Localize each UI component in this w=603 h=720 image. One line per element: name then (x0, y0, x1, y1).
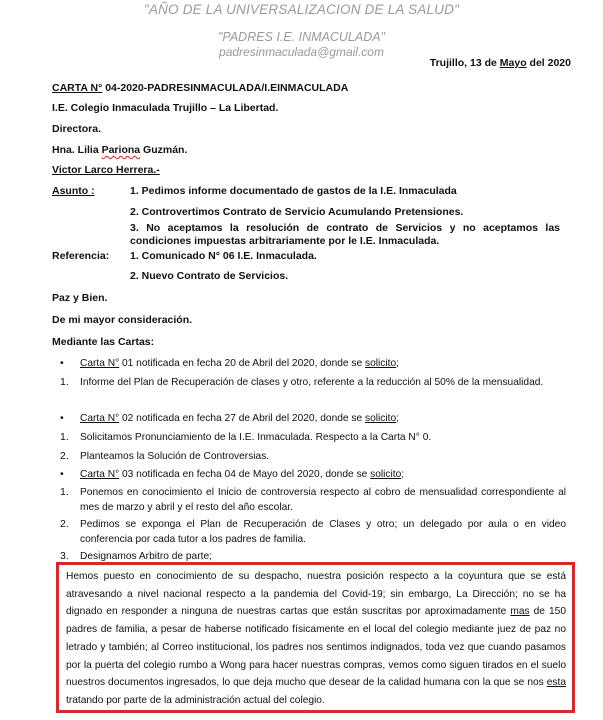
letter-date (430, 57, 571, 69)
carta-end: ; (396, 413, 399, 424)
carta-link: Carta N° (80, 469, 120, 480)
asunto-item-3: 3. No aceptamos la resolución de contrato de Servicios y no aceptamos las condiciones impuestas arbitrariamente por le I.E. Inmaculada. (130, 222, 560, 247)
recipient-name-a: Hna. Lilia (52, 144, 102, 156)
carta-end: ; (396, 358, 399, 369)
asunto-label: Asunto : (52, 185, 95, 197)
date-month: Mayo (499, 57, 527, 69)
referencia-label: Referencia: (52, 250, 110, 262)
request-3-2: Pedimos se exponga el Plan de Recuperación de Clases y otro; un delegado por aula o en video conferencia por cada tutor a los padres de familia. (80, 519, 566, 545)
letter-ref-value: 04-2020-PADRESINMACULADA/I.EINMACULADA (102, 82, 349, 94)
date-prefix: Trujillo, 13 de (429, 57, 500, 69)
highlight-part-3: tratando por parte de la administración actual del colegio. (66, 694, 325, 706)
header-email: padresinmaculada@gmail.com (219, 45, 384, 59)
request-2-2: Planteamos la Solución de Controversias. (80, 451, 270, 462)
date-suffix: del 2020 (526, 57, 571, 69)
bullet: • (60, 468, 64, 480)
number-1: 1. (60, 486, 69, 498)
recipient-address: Victor Larco Herrera.- (52, 164, 160, 176)
number-1: 1. (60, 376, 69, 388)
highlight-part-1: Hemos puesto en conocimiento de su despacho, nuestra posición respecto a la coyuntura que se está atravesando a nivel nacional respecto a la pandemia del Covid-19; sin embargo, La Dirección; no se ha dignado en responder a ninguna de nuestras cartas que están suscritas por aproximadamente (66, 571, 566, 618)
number-2: 2. (60, 450, 69, 462)
request-1-1: Informe del Plan de Recuperación de clases y otro, referente a la reducción al 50% de la mensualidad. (80, 377, 544, 388)
carta-line-1 (80, 356, 399, 371)
highlight-paragraph (66, 568, 566, 710)
request-3-1: Ponemos en conocimiento el Inicio de controversia respecto al cobro de mensualidad correspondiente al mes de marzo y abril y el resto del año escolar. (80, 487, 566, 513)
carta-text: 03 notificada en fecha 04 de Mayo del 2020, donde se (119, 469, 371, 480)
number-1: 1. (60, 431, 69, 443)
carta-link: Carta N° (80, 413, 120, 424)
referencia-item-1: 1. Comunicado N° 06 I.E. Inmaculada. (130, 250, 317, 262)
bullet: • (60, 357, 64, 369)
request-3-3: Designamos Arbitro de parte; (80, 551, 212, 562)
carta-verb: solicito (365, 358, 397, 369)
carta-verb: solicito (365, 413, 397, 424)
number-2: 2. (60, 518, 69, 530)
carta-end: ; (401, 469, 405, 480)
recipient-institution: I.E. Colegio Inmaculada Trujillo – La Libertad. (52, 102, 279, 114)
recipient-name-c: Guzmán. (140, 144, 188, 156)
letter-reference (52, 82, 348, 94)
carta-text: 01 notificada en fecha 20 de Abril del 2020, donde se (119, 358, 366, 369)
greeting-consideracion: De mi mayor consideración. (52, 314, 193, 326)
header-org: "PADRES I.E. INMACULADA" (217, 30, 385, 44)
asunto-item-2: 2. Controvertimos Contrato de Servicio Acumulando Pretensiones. (130, 206, 464, 218)
highlight-mas: mas (510, 606, 530, 618)
highlight-part-2: de 150 padres de familia, a pesar de haberse notificado físicamente en el local del colegio mediante juez de paz no letrado y también; al Correo institucional, los padres nos sentimos indignados, toda vez que cuando pasamos por la puerta del colegio rumbo a Wong para hacer nuestras compras, vemos como siguen tirados en el suelo nuestros documentos ingresados, lo que deja mucho que desear de la calidad humana con la que se nos (66, 606, 566, 689)
letter-ref-label: CARTA N° (52, 82, 103, 94)
greeting-paz: Paz y Bien. (52, 292, 108, 304)
carta-line-2 (80, 411, 399, 426)
carta-verb: solicito (370, 469, 402, 480)
referencia-item-2: 2. Nuevo Contrato de Servicios. (130, 270, 289, 282)
request-2-1: Solicitamos Pronunciamiento de la I.E. Inmaculada. Respecto a la Carta N° 0. (80, 432, 432, 443)
intro-cartas: Mediante las Cartas: (52, 336, 155, 348)
asunto-item-1: 1. Pedimos informe documentado de gastos de la I.E. Inmaculada (130, 185, 457, 197)
recipient-name (52, 144, 187, 156)
recipient-name-b: Pariona (101, 144, 141, 156)
bullet: • (60, 412, 64, 424)
highlight-esta: esta (546, 677, 566, 689)
number-3: 3. (60, 550, 69, 562)
carta-text: 02 notificada en fecha 27 de Abril del 2020, donde se (119, 413, 366, 424)
carta-link: Carta N° (80, 358, 120, 369)
recipient-role: Directora. (52, 123, 102, 135)
carta-line-3 (80, 467, 404, 482)
header-motto: "AÑO DE LA UNIVERSALIZACION DE LA SALUD" (143, 2, 460, 17)
